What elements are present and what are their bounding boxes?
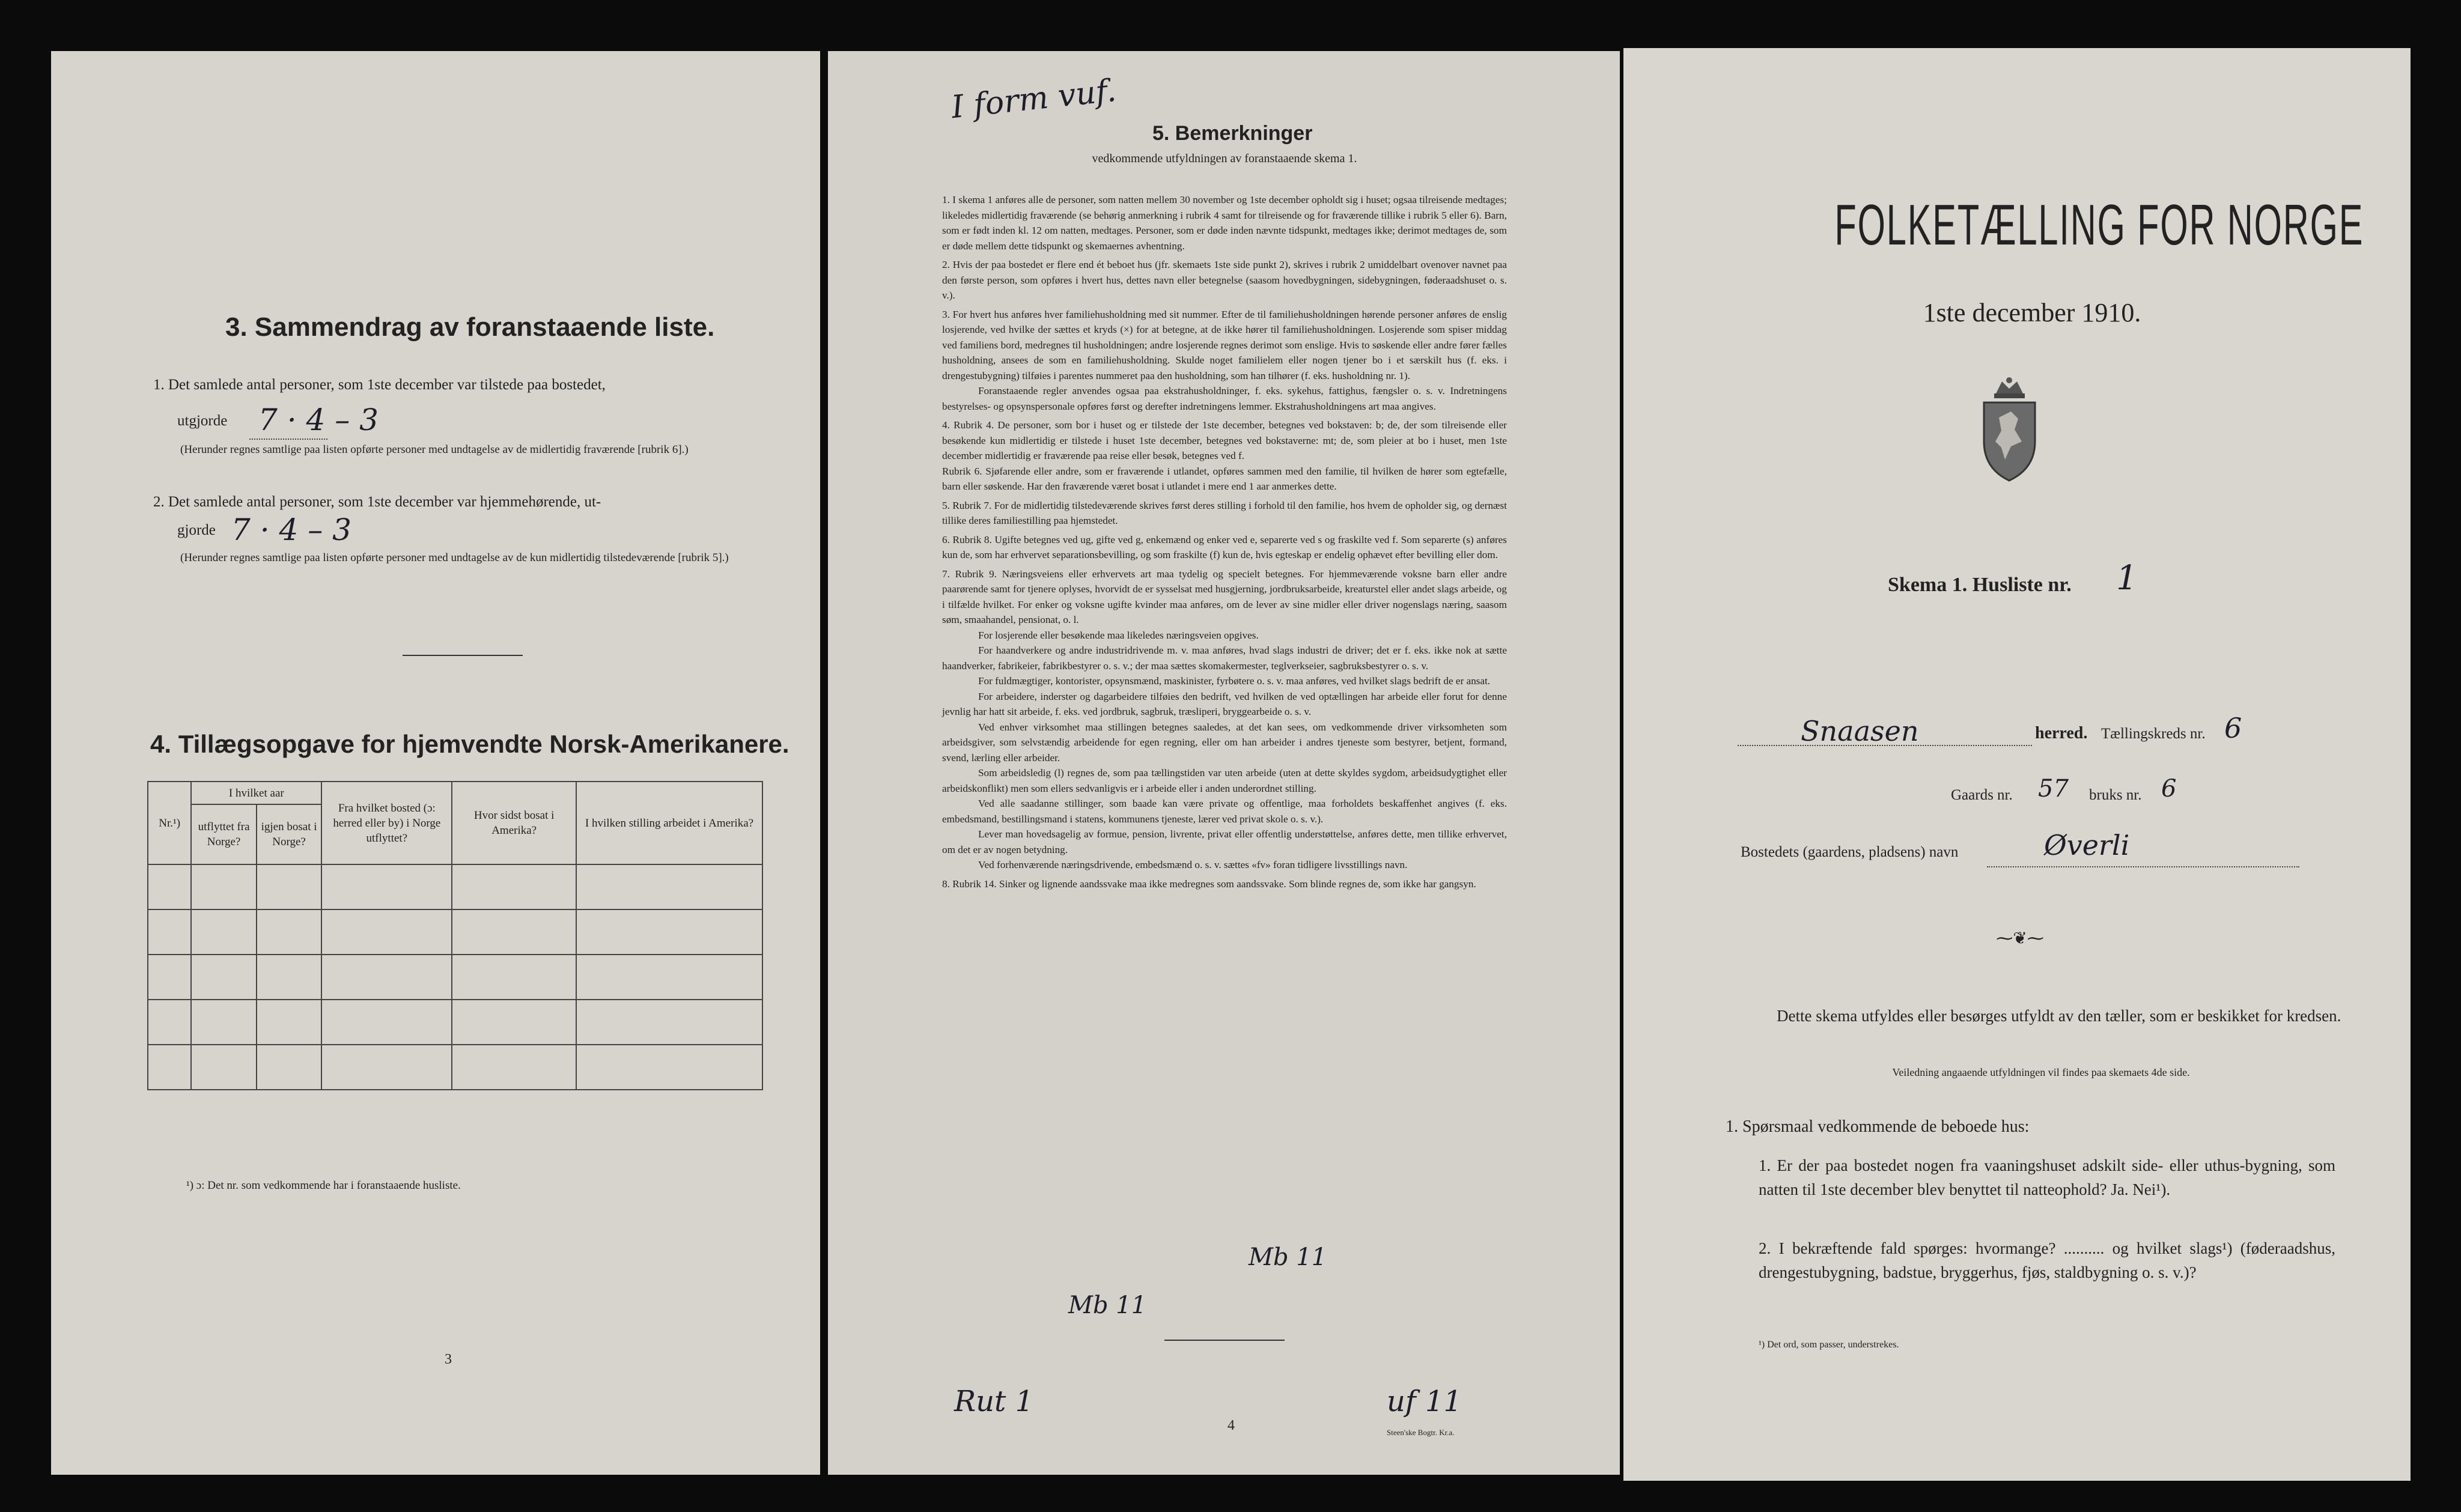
th-igjen: igjen bosat i Norge? [257,804,322,864]
bruks-nr: 6 [2161,775,2177,803]
middle-page [828,51,1620,1475]
item2-handwritten-count: 7 · 4 – 3 [231,512,351,547]
remark-7b: For haandverkere og andre industridrivende m. v. maa anføres, hvad slags industri de driver; det er f. eks. ikke nok at sætte haandverker, fabrikeier, fabrikbestyrer o. s. v.; der maa sættes skomakermester, teglverkseier, sagbruksbestyrer o. s. v. [942,645,1507,672]
item1-handwritten-count: 7 · 4 – 3 [258,402,379,437]
page-number-3: 3 [445,1352,452,1367]
item1-note: (Herunder regnes samtlige paa listen opførte personer med undtagelse av de midlertidig fraværende [rubrik 6].) [180,443,689,456]
herred-label: herred. [2035,724,2088,742]
remark-7d: For arbeidere, inderster og dagarbeidere tilføies den bedrift, ved hvilken de ved optællingen har arbeide eller forut for denne jevnlig har hatt sit arbeide, f. eks. ved jordbruk, sagbruk, træsliperi, bryggearbeide o. s. v. [942,690,1507,717]
husliste-nr: 1 [2116,559,2138,598]
bruks-label: bruks nr. [2089,787,2142,803]
item2-line: 2. Det samlede antal personer, som 1ste december var hjemmehørende, ut- [153,494,601,510]
norsk-amerikanere-table [147,781,763,1090]
remark-7h: Lever man hovedsagelig av formue, pension, livrente, privat eller offentlig understøttelse, anføres dette, men tillike erhvervet, om det er av nogen betydning. [942,828,1507,855]
herred-handwritten: Snaasen [1801,715,1919,747]
section3-title: 3. Sammendrag av foranstaaende liste. [225,312,715,342]
middle-divider [1164,1340,1285,1341]
item2-gjorde: gjorde [177,522,216,538]
remark-8: 8. Rubrik 14. Sinker og lignende aandssvake maa ikke medregnes som aandssvake. Som blinde regnes de, som ikke har gangsyn. [942,878,1476,890]
main-title: FOLKETÆLLING FOR NORGE [1834,193,2364,257]
handwritten-bottom-left: Rut 1 [954,1385,1034,1418]
kreds-label: Tællingskreds nr. [2101,726,2206,742]
item1-line: 1. Det samlede antal personer, som 1ste december var tilstede paa bostedet, [153,377,606,393]
th-utflyttet: utflyttet fra Norge? [191,804,257,864]
bosted-handwritten: Øverli [2044,829,2130,861]
divider [403,655,523,656]
gaards-nr: 57 [2038,775,2069,803]
item1-utgjorde: utgjorde [177,413,228,429]
remark-7c: For fuldmægtiger, kontorister, opsynsmænd, maskinister, fyrbøtere o. s. v. maa anføres, ved hvilket slags bedrift de er ansat. [978,675,1491,687]
gaards-label: Gaards nr. [1951,787,2013,803]
right-footnote: ¹) Det ord, som passer, understrekes. [1759,1340,1899,1350]
remark-7e: Ved enhver virksomhet maa stillingen betegnes saaledes, at det kan sees, om vedkommende driver virksomheten som arbeidsgiver, som selvstændig arbeidende for egen regning, eller om han arbeider i andres tjeneste som bestyrer, betjent, formand, svend, lærling eller arbeider. [942,721,1507,764]
questions-heading: 1. Spørsmaal vedkommende de beboede hus: [1726,1117,2030,1136]
left-page [51,51,820,1475]
printer-imprint: Steen'ske Bogtr. Kr.a. [1387,1428,1455,1437]
remark-7f: Som arbeidsledig (l) regnes de, som paa tællingstiden var uten arbeide (uten at dette skyldes sygdom, arbeidsudygtighet eller arbeidskonflikt) men som ellers sedvanligvis er i arbeide eller i anden underordnet stilling. [942,767,1507,794]
remark-6: 6. Rubrik 8. Ugifte betegnes ved ug, gifte ved g, enkemænd og enker ved e, separerte ved s og fraskilte ved f. Som separerte (s) anføres kun de, som har erhvervet separationsbevilling, og som fraskilte (f) kun de, hvis egteskap er endelig ophævet efter bevilling eller dom. [942,533,1507,560]
th-hvor: Hvor sidst bosat i Amerika? [452,782,576,864]
th-stilling: I hvilken stilling arbeidet i Amerika? [576,782,762,864]
th-group: I hvilket aar [191,782,321,804]
ornament-icon: ⁓❦⁓ [1996,929,2044,948]
section5-subtitle: vedkommende utfyldningen av foranstaaende skema 1. [1092,152,1357,165]
remark-7g: Ved alle saadanne stillinger, som baade kan være private og offentlige, maa forholdets beskaffenhet angives (f. eks. embedsmand, bestillingsmand i statens, kommunens tjeneste, lærer ved privat skole o. s. v.). [942,798,1507,825]
skema-label: Skema 1. Husliste nr. [1888,574,2072,596]
handwritten-mark-2: Mb 11 [1068,1292,1147,1319]
remark-2: 2. Hvis der paa bostedet er flere end ét beboet hus (jfr. skemaets 1ste side punkt 2), skrives i rubrik 2 umiddelbart ovenover navnet paa den første person, som opføres i hvert hus, dettes navn eller betegnelse (saasom hovedbygningen, sidebygningen, føderaadshuset o. s. v.). [942,259,1507,301]
handwritten-bottom-right: uf 11 [1387,1385,1462,1418]
question-2: 2. I bekræftende fald spørges: hvormange? .......... og hvilket slags¹) (føderaadshus, drengestubygning, badstue, bryggerhus, fjøs, staldbygning o. s. v.)? [1759,1239,2335,1281]
remark-7i: Ved forhenværende næringsdrivende, embedsmænd o. s. v. sættes «fv» foran tidligere livsstillings navn. [978,859,1408,870]
instruction-text: Dette skema utfyldes eller besørges utfyldt av den tæller, som er beskikket for kredsen. [1777,1007,2341,1025]
bosted-label: Bostedets (gaardens, pladsens) navn [1741,844,1959,860]
census-date: 1ste december 1910. [1923,298,2141,327]
right-page [1623,48,2411,1481]
remark-4: 4. Rubrik 4. De personer, som bor i huset og er tilstede der 1ste december, betegnes ved bokstaven: b; de, der som tilreisende eller besøkende kun midlertidig er tilstede i huset 1ste december, betegnes ved bokstaverne: mt; de, som pleier at bo i huset, men 1ste december midlertidig er fraværende paa reise eller besøk, betegnes ved f. [942,419,1507,461]
question-1: 1. Er der paa bostedet nogen fra vaaningshuset adskilt side- eller uthus-bygning, som natten til 1ste december blev benyttet til natteophold? Ja. Nei¹). [1759,1156,2335,1198]
remark-5: 5. Rubrik 7. For de midlertidig tilstedeværende skrives først deres stilling i forhold til den familie, hos hvem de opholder sig, og dernæst tillike deres familiestilling paa hjemstedet. [942,499,1507,526]
section5-title: 5. Bemerkninger [1152,122,1313,145]
section4-title: 4. Tillægsopgave for hjemvendte Norsk-Amerikanere. [150,730,789,758]
remark-3: 3. For hvert hus anføres hver familiehusholdning med sit nummer. Efter de til familiehusholdningen hørende personer anføres de enslig losjerende, ved hvilke der sættes et kryds (×) for at betegne, at de ikke hører til familiehusholdningen. Losjerende som spiser middag ved familiens bord, medregnes til husholdningen; andre losjerende regnes derimot som enslige. Hvis to søskende eller andre fører fælles husholdning, ansees de som en familiehusholdning. Skulde noget familielem eller nogen tjener bo i et særskilt hus (f. eks. i drengestubygning) tilføies i parentes nummeret paa den husholdning, som han tilhører (f. eks. husholdning nr. 1). [942,308,1507,381]
bemerkninger-body [942,192,1507,891]
left-footnote: ¹) ɔ: Det nr. som vedkommende har i foranstaaende husliste. [186,1179,461,1192]
instruction-small: Veiledning angaaende utfyldningen vil findes paa skemaets 4de side. [1892,1066,2190,1078]
kreds-nr: 6 [2224,712,2242,744]
remark-4b: Rubrik 6. Sjøfarende eller andre, som er fraværende i utlandet, opføres sammen med den familie, til hvilken de hører som egtefælle, barn eller søskende. Har den fraværende været bosat i utlandet i mere end 1 aar anmerkes dette. [942,465,1507,492]
remark-1: 1. I skema 1 anføres alle de personer, som natten mellem 30 november og 1ste december opholdt sig i huset; ogsaa tilreisende medtages; likeledes midlertidig fraværende (se behørig anmerkning i rubrik 4 samt for tilreisende og for fraværende tillike i rubrik 5 eller 6). Barn, som er født inden kl. 12 om natten, medtages. Personer, som er døde inden nævnte tidspunkt, medtages ikke; derimot medtages de, som er døde mellem dette tidspunkt og skemaernes avhentning. [942,194,1507,252]
th-fra: Fra hvilket bosted (ɔ: herred eller by) i Norge utflyttet? [321,782,452,864]
th-nr: Nr.¹) [148,782,191,864]
remark-7: 7. Rubrik 9. Næringsveiens eller erhvervets art maa tydelig og specielt betegnes. For hjemmeværende voksne barn eller andre paarørende samt for tjenere oplyses, hvorvidt de er sysselsat med husgjerning, jordbruksarbeide, kreaturstel eller andet slags arbeide, og i tilfælde hvilket. For enker og voksne ugifte kvinder maa anføres, om de lever av sine midler eller driver nogenslags næring, saasom søm, smaahandel, pensionat, o. l. [942,568,1507,625]
page-number-4: 4 [1227,1418,1235,1433]
handwritten-mark-1: Mb 11 [1249,1243,1327,1271]
remark-3b: Foranstaaende regler anvendes ogsaa paa ekstrahusholdninger, f. eks. sykehus, fattighus, fængsler o. s. v. Indretningens bestyrelses- og opsynspersonale opføres først og derefter indretningens lemmer. Ekstrahusholdningens art maa angives. [942,385,1507,412]
item2-note: (Herunder regnes samtlige paa listen opførte personer med undtagelse av de kun midlertidig tilstedeværende [rubrik 5].) [180,551,729,564]
coat-of-arms-icon [1975,375,2044,484]
remark-7a: For losjerende eller besøkende maa likeledes næringsveien opgives. [978,629,1259,641]
handwritten-top-note: I form vuf. [949,72,1118,126]
